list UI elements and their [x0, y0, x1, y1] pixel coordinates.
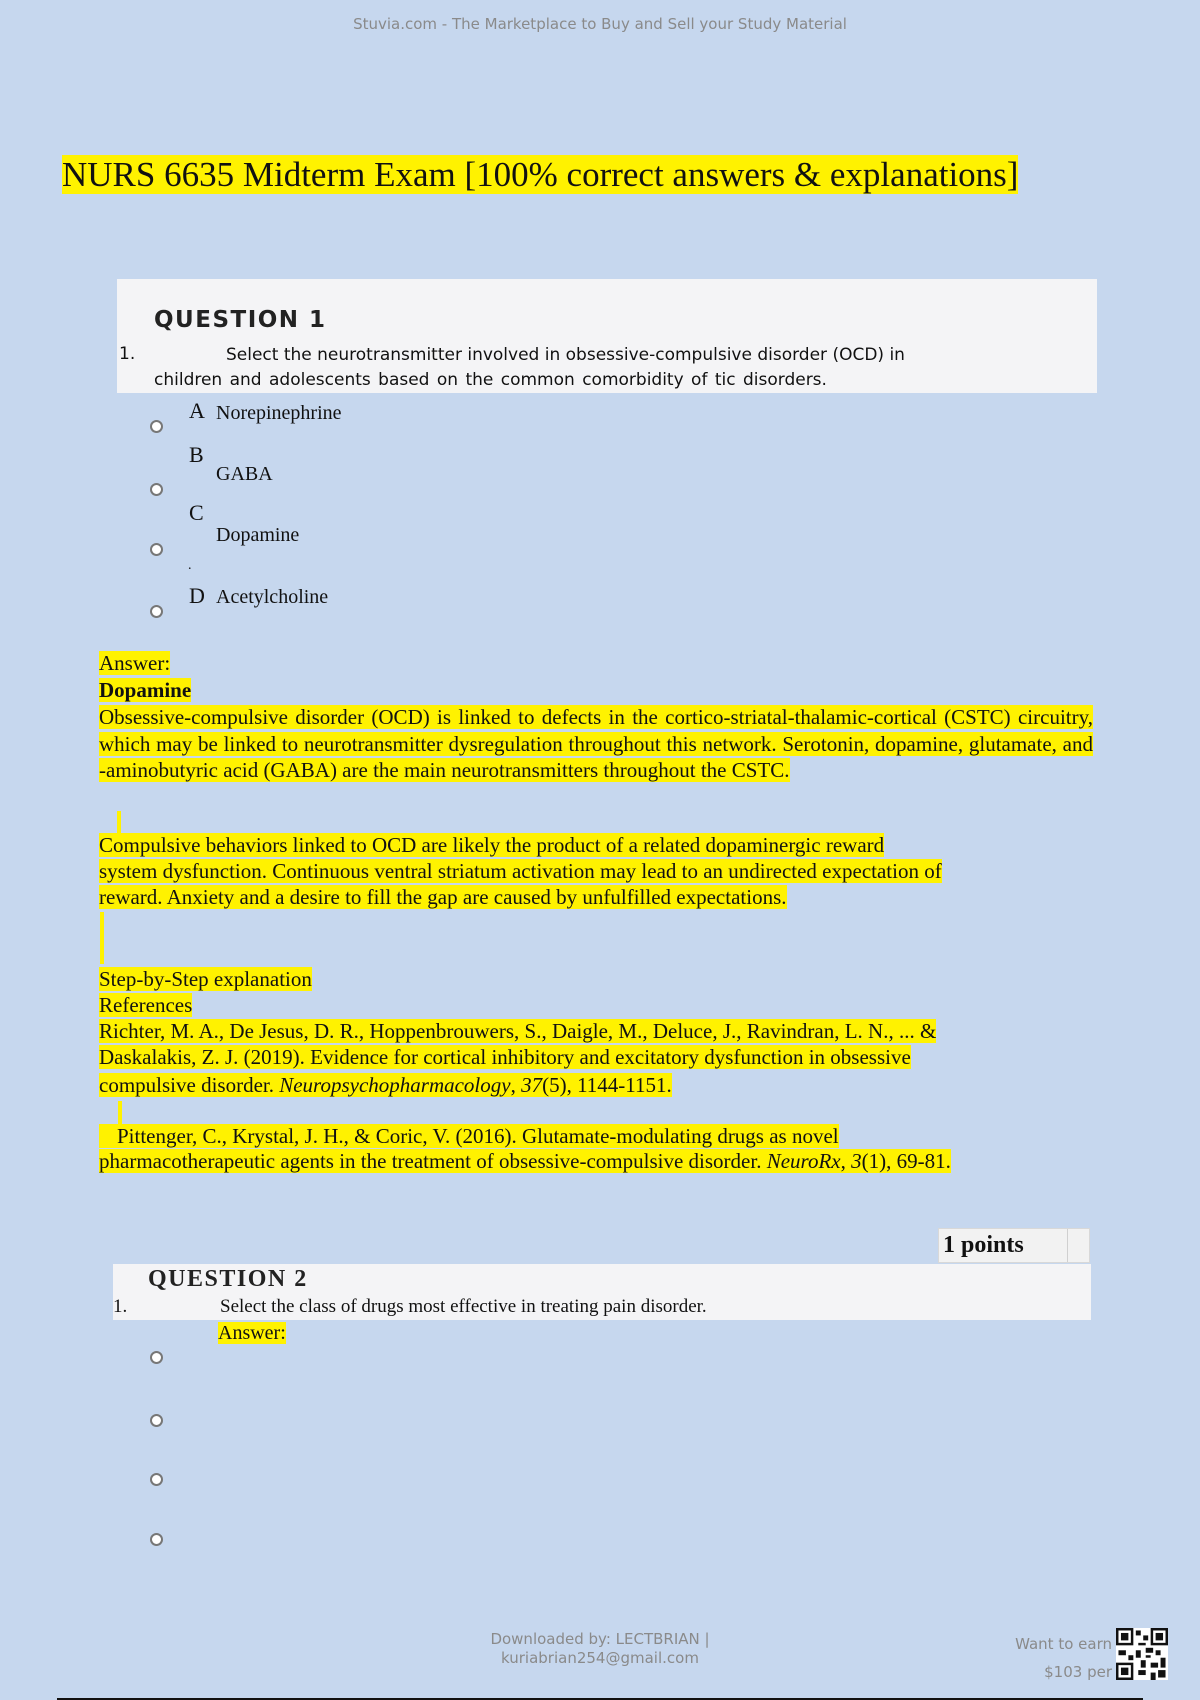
question-2-answer-label	[218, 1322, 286, 1345]
explanation-paragraph-1-text: Obsessive-compulsive disorder (OCD) is linked to defects in the cortico-striatal-thalamic-cortical (CSTC) circuitry, which may be linked to neurotransmitter dysregulation throughout this network. Serotonin, dopamine, glutamate, and -aminobutyric acid (GABA) are the main neurotransmitters throughout the CSTC.	[99, 705, 1093, 782]
explanation-paragraph-2-line1	[99, 832, 884, 859]
option-a-radio[interactable]	[150, 420, 163, 433]
option-a-letter: A	[189, 398, 205, 423]
qr-code-icon[interactable]	[1116, 1628, 1168, 1680]
explanation-p2-line3-text: reward. Anxiety and a desire to fill the gap are caused by unfulfilled expectations.	[99, 885, 787, 909]
option-d-letter: D	[189, 583, 205, 608]
reference-2-pages: (1), 69-81.	[861, 1149, 951, 1173]
reference-1-line2	[99, 1044, 911, 1071]
downloaded-by-line2: kuriabrian254@gmail.com	[501, 1649, 699, 1667]
answer-label-text: Answer:	[99, 651, 171, 675]
option-c-letter: C	[189, 500, 204, 525]
question-2-box	[113, 1264, 1091, 1320]
q2-option-2-radio[interactable]	[150, 1414, 163, 1427]
reference-1-line1-text: Richter, M. A., De Jesus, D. R., Hoppenbrouwers, S., Daigle, M., Deluce, J., Ravindran, L. N., ... &	[99, 1019, 937, 1043]
option-c-mark: .	[188, 558, 192, 573]
question-1-text-line1: Select the neurotransmitter involved in obsessive-compulsive disorder (OCD) in	[226, 345, 905, 365]
question-2-text: Select the class of drugs most effective in treating pain disorder.	[220, 1296, 707, 1317]
stuvia-banner: Stuvia.com - The Marketplace to Buy and Sell your Study Material	[353, 15, 847, 33]
earn-promo[interactable]	[960, 1630, 1112, 1686]
q2-option-1-radio[interactable]	[150, 1351, 163, 1364]
document-title	[62, 153, 1018, 197]
downloaded-by	[450, 1630, 750, 1668]
reference-1-volume: 37	[521, 1073, 543, 1097]
option-b-text: GABA	[216, 463, 273, 485]
answer-value-text: Dopamine	[99, 678, 192, 702]
references-label	[99, 992, 192, 1019]
step-by-step-text: Step-by-Step explanation	[99, 967, 312, 991]
explanation-paragraph-1	[99, 704, 1093, 784]
reference-1-line2-text: Daskalakis, Z. J. (2019). Evidence for cortical inhibitory and excitatory dysfunction in obsessive	[99, 1045, 911, 1069]
option-d-radio[interactable]	[150, 605, 163, 618]
reference-2-sep: ,	[840, 1149, 852, 1173]
option-d-text: Acetylcholine	[216, 586, 329, 608]
reference-2-line2	[99, 1148, 951, 1175]
reference-1-text: compulsive disorder.	[99, 1073, 280, 1097]
question-2-answer-text: Answer:	[218, 1322, 286, 1344]
option-b-radio[interactable]	[150, 483, 163, 496]
reference-1-line1	[99, 1018, 936, 1045]
question-2-number: 1.	[113, 1296, 128, 1317]
question-1-text-line2: children and adolescents based on the common comorbidity of tic disorders.	[154, 370, 827, 390]
answer-label	[99, 650, 170, 677]
reference-1-pages: (5), 1144-1151.	[542, 1073, 672, 1097]
reference-2-volume: 3	[851, 1149, 862, 1173]
highlight-bar	[100, 912, 104, 964]
downloaded-by-line1: Downloaded by: LECTBRIAN |	[490, 1630, 710, 1648]
document-title-text: NURS 6635 Midterm Exam [100% correct answers & explanations]	[62, 155, 1019, 194]
explanation-p2-line2-text: system dysfunction. Continuous ventral striatum activation may lead to an undirected expectation of	[99, 859, 942, 883]
explanation-paragraph-2-line2	[99, 858, 942, 885]
reference-1-sep: ,	[510, 1073, 522, 1097]
points-divider	[1067, 1229, 1068, 1262]
option-a-text: Norepinephrine	[216, 402, 342, 424]
reference-1-line3	[99, 1072, 672, 1099]
highlight-bar	[118, 1101, 122, 1124]
question-2-heading: QUESTION 2	[148, 1266, 308, 1292]
option-c-radio[interactable]	[150, 543, 163, 556]
answer-value	[99, 677, 191, 704]
reference-2-text: pharmacotherapeutic agents in the treatment of obsessive-compulsive disorder.	[99, 1149, 767, 1173]
earn-promo-line1: Want to earn	[1015, 1635, 1112, 1653]
question-1-heading: QUESTION 1	[154, 307, 327, 333]
explanation-p2-line1-text: Compulsive behaviors linked to OCD are likely the product of a related dopaminergic reward	[99, 833, 885, 857]
reference-2-line1-text: Pittenger, C., Krystal, J. H., & Coric, V. (2016). Glutamate-modulating drugs as novel	[99, 1124, 839, 1148]
step-by-step-label	[99, 966, 312, 993]
q2-option-4-radio[interactable]	[150, 1533, 163, 1546]
references-text: References	[99, 993, 193, 1017]
option-c-text: Dopamine	[216, 524, 300, 546]
points-label: 1 points	[943, 1232, 1024, 1258]
reference-2-journal: NeuroRx	[766, 1149, 841, 1173]
option-b-letter: B	[189, 442, 204, 467]
earn-promo-line2: $103 per	[1044, 1663, 1112, 1681]
question-1-box	[117, 279, 1097, 393]
explanation-paragraph-2-line3	[99, 884, 787, 911]
reference-2-line1	[99, 1123, 839, 1150]
points-box	[938, 1228, 1090, 1263]
reference-1-journal: Neuropsychopharmacology	[279, 1073, 511, 1097]
question-1-number: 1.	[119, 344, 136, 364]
q2-option-3-radio[interactable]	[150, 1473, 163, 1486]
